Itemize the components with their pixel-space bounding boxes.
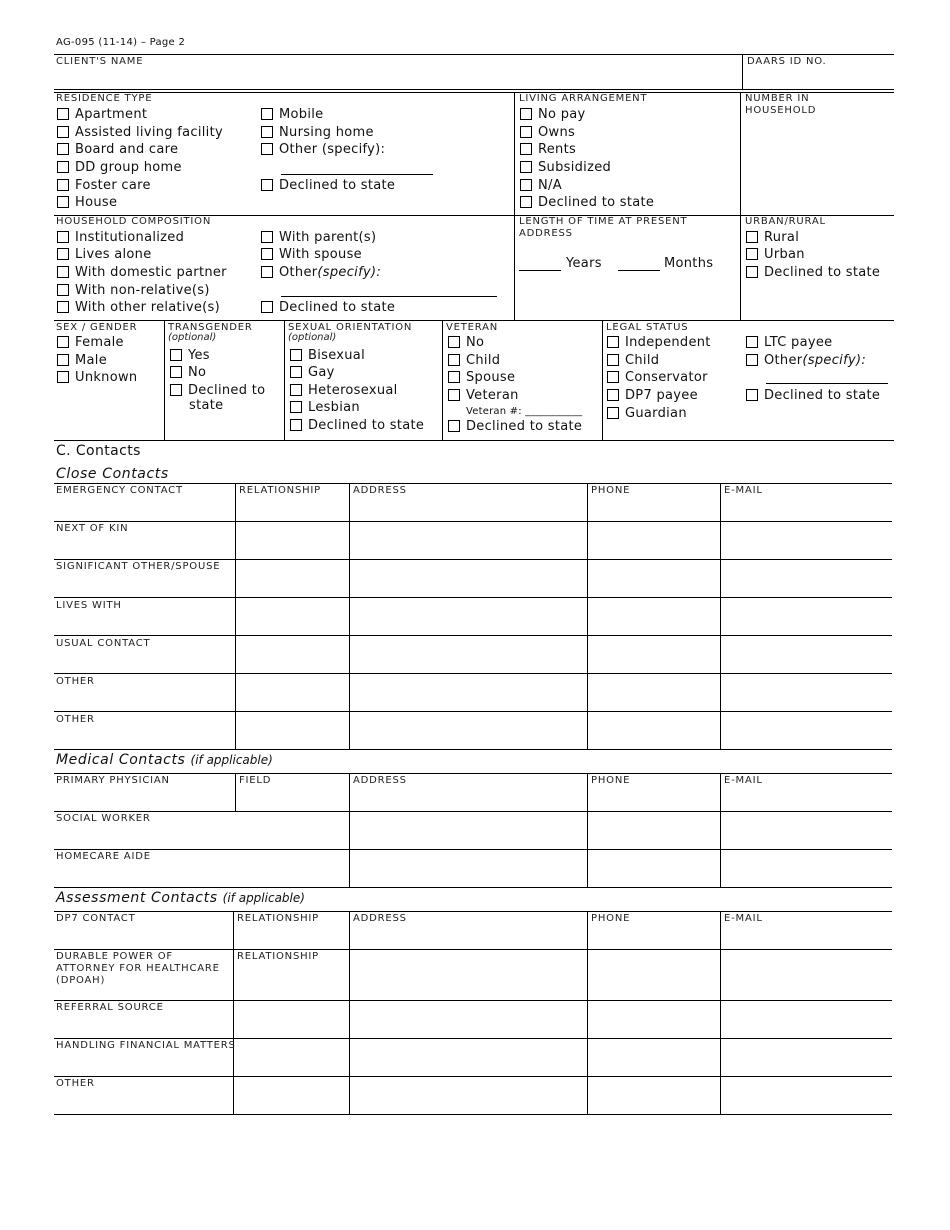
- checkbox[interactable]: [57, 354, 69, 366]
- checkbox[interactable]: [290, 419, 302, 431]
- household-declined[interactable]: Declined to state: [261, 299, 395, 315]
- checkbox[interactable]: [261, 126, 273, 138]
- living-no-pay[interactable]: No pay: [520, 106, 586, 122]
- residence-mobile[interactable]: Mobile: [261, 106, 323, 122]
- col-dp7-contact: DP7 CONTACT: [56, 913, 136, 924]
- household-other-field[interactable]: [281, 296, 497, 297]
- row-dpoah: DURABLE POWER OF ATTORNEY FOR HEALTHCARE (DPOAH): [56, 951, 220, 986]
- household-lives-alone[interactable]: Lives alone: [57, 246, 152, 262]
- checkbox[interactable]: [261, 301, 273, 313]
- checkbox[interactable]: [57, 161, 69, 173]
- household-composition-label: HOUSEHOLD COMPOSITION: [56, 216, 212, 227]
- orientation-bisexual[interactable]: Bisexual: [290, 347, 365, 363]
- veteran-number-field[interactable]: Veteran #: ___________: [466, 406, 583, 417]
- row-usual-contact: USUAL CONTACT: [56, 638, 151, 649]
- legal-status-label: LEGAL STATUS: [606, 322, 689, 333]
- checkbox[interactable]: [746, 266, 758, 278]
- col-relationship: RELATIONSHIP: [239, 485, 321, 496]
- checkbox[interactable]: [448, 354, 460, 366]
- checkbox[interactable]: [261, 266, 273, 278]
- months-label: Months: [664, 256, 714, 271]
- checkbox[interactable]: [57, 143, 69, 155]
- checkbox[interactable]: [746, 248, 758, 260]
- legal-conservator[interactable]: Conservator: [607, 369, 708, 385]
- urban-urban[interactable]: Urban: [746, 246, 805, 262]
- residence-other[interactable]: Other (specify):: [261, 141, 385, 157]
- checkbox[interactable]: [57, 179, 69, 191]
- row-lives-with: LIVES WITH: [56, 600, 122, 611]
- sexual-orientation-label: SEXUAL ORIENTATION: [288, 322, 413, 333]
- legal-declined[interactable]: Declined to state: [746, 387, 880, 403]
- checkbox[interactable]: [57, 231, 69, 243]
- living-arrangement-label: LIVING ARRANGEMENT: [519, 93, 648, 104]
- transgender-declined-cont: state: [189, 398, 224, 413]
- checkbox[interactable]: [290, 349, 302, 361]
- daars-id-label: DAARS ID NO.: [747, 56, 827, 67]
- orientation-heterosexual[interactable]: Heterosexual: [290, 382, 398, 398]
- row-other: OTHER: [56, 1078, 95, 1089]
- veteran-child[interactable]: Child: [448, 352, 500, 368]
- legal-independent[interactable]: Independent: [607, 334, 711, 350]
- orientation-lesbian[interactable]: Lesbian: [290, 399, 360, 415]
- sex-male[interactable]: Male: [57, 352, 107, 368]
- checkbox[interactable]: [290, 384, 302, 396]
- urban-rural[interactable]: Rural: [746, 229, 799, 245]
- residence-nursing-home[interactable]: Nursing home: [261, 124, 374, 140]
- transgender-label: TRANSGENDER: [168, 322, 253, 333]
- col-address: ADDRESS: [353, 775, 407, 786]
- row-other-1: OTHER: [56, 676, 95, 687]
- col-field: FIELD: [239, 775, 272, 786]
- transgender-no[interactable]: No: [170, 364, 206, 380]
- col-phone: PHONE: [591, 485, 631, 496]
- veteran-declined[interactable]: Declined to state: [448, 418, 582, 434]
- contacts-title: C. Contacts: [56, 443, 141, 459]
- sex-female[interactable]: Female: [57, 334, 124, 350]
- orientation-declined[interactable]: Declined to state: [290, 417, 424, 433]
- legal-other[interactable]: Other (specify):: [746, 352, 866, 368]
- urban-rural-label: URBAN/RURAL: [745, 216, 826, 227]
- checkbox[interactable]: [57, 266, 69, 278]
- checkbox[interactable]: [520, 179, 532, 191]
- dpoah-relationship-label: RELATIONSHIP: [237, 951, 319, 962]
- number-in-household-label: NUMBER IN HOUSEHOLD: [745, 93, 817, 116]
- col-email: E-MAIL: [724, 775, 763, 786]
- living-na[interactable]: N/A: [520, 177, 562, 193]
- col-email: E-MAIL: [724, 485, 763, 496]
- years-label: Years: [566, 256, 602, 271]
- checkbox[interactable]: [290, 401, 302, 413]
- veteran-spouse[interactable]: Spouse: [448, 369, 515, 385]
- sex-gender-label: SEX / GENDER: [56, 322, 138, 333]
- close-contacts-title: Close Contacts: [56, 466, 169, 482]
- checkbox[interactable]: [607, 336, 619, 348]
- checkbox[interactable]: [57, 196, 69, 208]
- form-id: AG-095 (11-14) – Page 2: [56, 37, 186, 48]
- veteran-label: VETERAN: [446, 322, 499, 333]
- living-subsidized[interactable]: Subsidized: [520, 159, 611, 175]
- row-homecare-aide: HOMECARE AIDE: [56, 851, 151, 862]
- living-owns[interactable]: Owns: [520, 124, 575, 140]
- legal-dp7-payee[interactable]: DP7 payee: [607, 387, 698, 403]
- years-field[interactable]: [519, 270, 561, 271]
- orientation-gay[interactable]: Gay: [290, 364, 335, 380]
- row-significant-other: SIGNIFICANT OTHER/SPOUSE: [56, 561, 221, 572]
- checkbox[interactable]: [57, 248, 69, 260]
- checkbox[interactable]: [607, 354, 619, 366]
- col-phone: PHONE: [591, 913, 631, 924]
- household-domestic-partner[interactable]: With domestic partner: [57, 264, 227, 280]
- col-address: ADDRESS: [353, 485, 407, 496]
- col-address: ADDRESS: [353, 913, 407, 924]
- months-field[interactable]: [618, 270, 660, 271]
- transgender-declined[interactable]: Declined to: [170, 382, 265, 398]
- checkbox[interactable]: [57, 301, 69, 313]
- checkbox[interactable]: [57, 336, 69, 348]
- top-rule: [54, 54, 894, 55]
- client-name-label: CLIENT'S NAME: [56, 56, 144, 67]
- orientation-optional: (optional): [288, 332, 337, 343]
- household-other-relative[interactable]: With other relative(s): [57, 299, 220, 315]
- checkbox[interactable]: [290, 366, 302, 378]
- checkbox[interactable]: [448, 336, 460, 348]
- checkbox[interactable]: [746, 231, 758, 243]
- checkbox[interactable]: [520, 126, 532, 138]
- checkbox[interactable]: [57, 126, 69, 138]
- checkbox[interactable]: [746, 389, 758, 401]
- row-social-worker: SOCIAL WORKER: [56, 813, 151, 824]
- checkbox[interactable]: [607, 371, 619, 383]
- residence-other-field[interactable]: [281, 174, 433, 175]
- transgender-yes[interactable]: Yes: [170, 347, 210, 363]
- legal-child[interactable]: Child: [607, 352, 659, 368]
- col-email: E-MAIL: [724, 913, 763, 924]
- legal-other-field[interactable]: [766, 383, 888, 384]
- checkbox[interactable]: [261, 143, 273, 155]
- legal-guardian[interactable]: Guardian: [607, 405, 687, 421]
- row-other-2: OTHER: [56, 714, 95, 725]
- daars-id-field[interactable]: [746, 68, 892, 88]
- checkbox[interactable]: [520, 196, 532, 208]
- living-rents[interactable]: Rents: [520, 141, 576, 157]
- household-non-relative[interactable]: With non-relative(s): [57, 282, 210, 298]
- checkbox[interactable]: [57, 108, 69, 120]
- checkbox[interactable]: [448, 371, 460, 383]
- checkbox[interactable]: [170, 384, 182, 396]
- row-handling-financial: HANDLING FINANCIAL MATTERS: [56, 1040, 236, 1051]
- veteran-veteran[interactable]: Veteran: [448, 387, 519, 403]
- col-phone: PHONE: [591, 775, 631, 786]
- col-emergency-contact: EMERGENCY CONTACT: [56, 485, 183, 496]
- household-spouse[interactable]: With spouse: [261, 246, 362, 262]
- length-of-time-label: LENGTH OF TIME AT PRESENT ADDRESS: [519, 216, 688, 239]
- residence-dd-group-home[interactable]: DD group home: [57, 159, 182, 175]
- checkbox[interactable]: [448, 389, 460, 401]
- col-relationship: RELATIONSHIP: [237, 913, 319, 924]
- checkbox[interactable]: [746, 336, 758, 348]
- living-declined[interactable]: Declined to state: [520, 194, 654, 210]
- checkbox[interactable]: [57, 371, 69, 383]
- checkbox[interactable]: [170, 349, 182, 361]
- transgender-optional: (optional): [168, 332, 217, 343]
- residence-apartment[interactable]: Apartment: [57, 106, 147, 122]
- urban-declined[interactable]: Declined to state: [746, 264, 880, 280]
- number-in-household-field[interactable]: [745, 122, 890, 212]
- col-primary-physician: PRIMARY PHYSICIAN: [56, 775, 170, 786]
- residence-house[interactable]: House: [57, 194, 117, 210]
- residence-assisted-living[interactable]: Assisted living facility: [57, 124, 223, 140]
- checkbox[interactable]: [261, 231, 273, 243]
- checkbox[interactable]: [520, 143, 532, 155]
- assessment-contacts-title: Assessment Contacts (if applicable): [56, 890, 305, 906]
- residence-type-label: RESIDENCE TYPE: [56, 93, 153, 104]
- residence-foster-care[interactable]: Foster care: [57, 177, 151, 193]
- legal-ltc-payee[interactable]: LTC payee: [746, 334, 832, 350]
- checkbox[interactable]: [607, 389, 619, 401]
- residence-declined[interactable]: Declined to state: [261, 177, 395, 193]
- household-parent[interactable]: With parent(s): [261, 229, 376, 245]
- row-referral-source: REFERRAL SOURCE: [56, 1002, 164, 1013]
- checkbox[interactable]: [261, 108, 273, 120]
- household-other[interactable]: Other (specify):: [261, 264, 381, 280]
- medical-contacts-title: Medical Contacts (if applicable): [56, 752, 273, 768]
- residence-board-and-care[interactable]: Board and care: [57, 141, 178, 157]
- checkbox[interactable]: [170, 366, 182, 378]
- checkbox[interactable]: [261, 248, 273, 260]
- checkbox[interactable]: [448, 420, 460, 432]
- checkbox[interactable]: [520, 161, 532, 173]
- sex-unknown[interactable]: Unknown: [57, 369, 137, 385]
- checkbox[interactable]: [746, 354, 758, 366]
- checkbox[interactable]: [520, 108, 532, 120]
- checkbox[interactable]: [607, 407, 619, 419]
- household-institutionalized[interactable]: Institutionalized: [57, 229, 184, 245]
- veteran-no[interactable]: No: [448, 334, 484, 350]
- checkbox[interactable]: [261, 179, 273, 191]
- client-name-field[interactable]: [60, 68, 738, 88]
- checkbox[interactable]: [57, 284, 69, 296]
- row-next-of-kin: NEXT OF KIN: [56, 523, 129, 534]
